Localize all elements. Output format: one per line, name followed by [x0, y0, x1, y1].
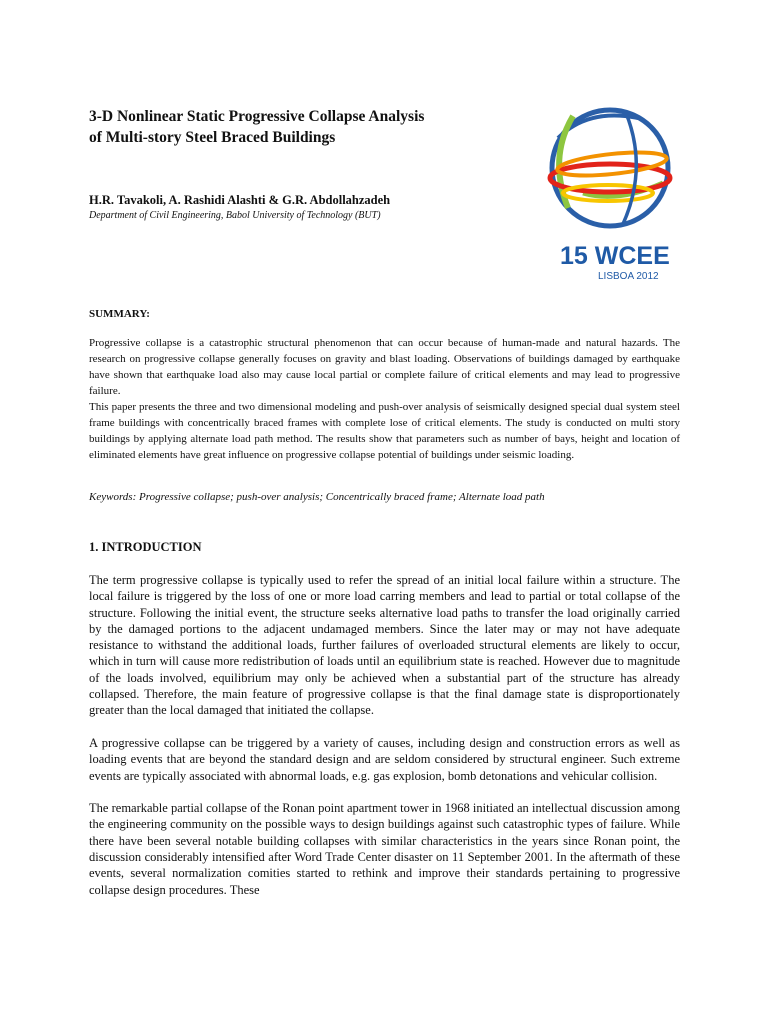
authors: H.R. Tavakoli, A. Rashidi Alashti & G.R. Abdollahzadeh — [89, 193, 391, 207]
introduction-body — [89, 572, 680, 914]
title-line-2: of Multi-story Steel Braced Buildings — [89, 129, 336, 146]
intro-paragraph-1: The term progressive collapse is typically used to refer the spread of an initial local failure within a structure. The local failure is triggered by the loss of one or more load carring members and lead to partial or total collapse of the structure. Following the initial event, the structure seeks alternative load paths to transfer the load originally carried by the damaged portions to the adjacent undamaged members. Since the later may or may not have adequate resistance to withstand the additional loads, further failures of overloaded structural elements are likely to occur, which in turn will cause more redistribution of loads until an equilibrium state is reached. However due to magnitude of the loads involved, equilibrium may only be achieved when a substantial part of the structure has already collapsed. Therefore, the main feature of progressive collapse is that the final damage state is disproportionately greater than the local damaged that initiated the collapse. — [89, 573, 680, 718]
logo-subtitle: LISBOA 2012 — [598, 271, 659, 282]
paper-title — [89, 106, 489, 148]
summary-heading: SUMMARY: — [89, 308, 150, 320]
wcee-logo — [528, 98, 688, 288]
intro-paragraph-2: A progressive collapse can be triggered by a variety of causes, including design and construction errors as well as loading events that are beyond the standard design and are seldom considered by structural engineer. Such extreme events are typically associated with abnormal loads, e.g. gas explosion, bomb detonations and vehicular collision. — [89, 735, 680, 783]
section-heading-introduction: 1. INTRODUCTION — [89, 540, 202, 554]
summary-text — [89, 335, 680, 463]
intro-paragraph-3: The remarkable partial collapse of the Ronan point apartment tower in 1968 initiated an intellectual discussion among the engineering community on the possible ways to design buildings against such catastrophic types of failure. While there have been several notable building collapses with similar characteristics in the years since Ronan point, the discussion considerably intensified after Word Trade Center disaster on 11 September 2001. In the aftermath of these events, several normalization comities started to rethink and improve their standards pertaining to progressive collapse design procedures. These — [89, 801, 680, 897]
summary-paragraph-1: Progressive collapse is a catastrophic structural phenomenon that can occur because of human-made and natural hazards. The research on progressive collapse generally focuses on gravity and blast loading. Observations of buildings damaged by earthquake have shown that earthquake load also may cause local partial or complete failure of critical elements and may lead to progressive failure. — [89, 337, 680, 397]
keywords: Keywords: Progressive collapse; push-over analysis; Concentrically braced frame; Alternate load path — [89, 491, 545, 503]
logo-name: 15 WCEE — [560, 242, 670, 270]
summary-paragraph-2: This paper presents the three and two dimensional modeling and push-over analysis of seismically designed special dual system steel frame buildings with concentrically braced frames with complete lose of critical elements. The study is conducted on multi story buildings by applying alternate load path method. The results show that parameters such as number of bays, height and location of eliminated elements have great influence on progressive collapse potential of buildings under seismic loading. — [89, 401, 680, 461]
title-line-1: 3-D Nonlinear Static Progressive Collapse Analysis — [89, 108, 425, 125]
globe-icon — [550, 110, 670, 226]
affiliation: Department of Civil Engineering, Babol University of Technology (BUT) — [89, 210, 381, 221]
